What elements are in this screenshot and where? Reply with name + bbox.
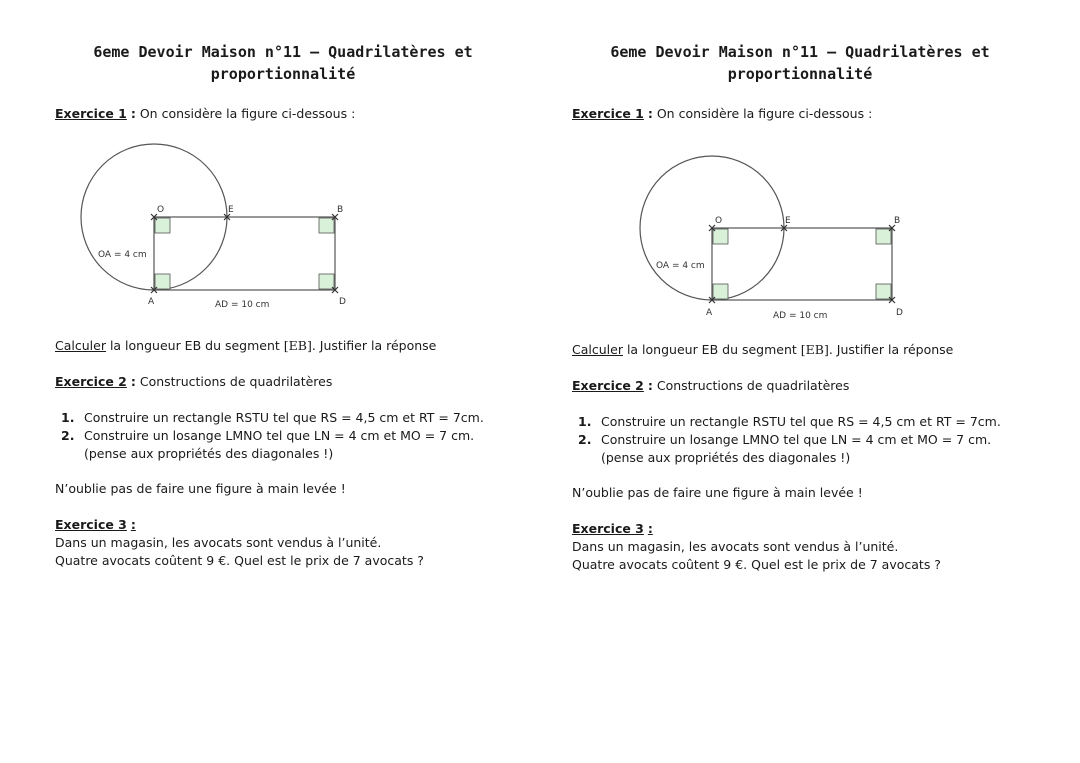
freehand-note: N’oublie pas de faire une figure à main levée ! [55, 481, 346, 496]
point-e-label: E [228, 205, 234, 215]
question-verb: Calculer [55, 338, 106, 353]
exercise-3-line-1: Dans un magasin, les avocats sont vendus à l’unité. [55, 535, 382, 550]
point-b-label: B [894, 216, 901, 226]
exercise-1-heading: Exercice 1 [572, 106, 644, 121]
exercise-1-question [572, 342, 953, 357]
exercise-1-intro: On considère la figure ci-dessous : [656, 106, 873, 121]
exercise-2-heading: Exercice 2 [572, 378, 644, 393]
exercise-3-sep: : [647, 521, 653, 536]
exercise-1-intro-line [572, 106, 872, 121]
exercise-1-sep: : [130, 106, 136, 121]
point-d-label: D [339, 297, 346, 307]
point-b-label: B [337, 205, 344, 215]
exercise-1-intro: On considère la figure ci-dessous : [139, 106, 356, 121]
exercise-2-heading: Exercice 2 [55, 374, 127, 389]
question-mid: la longueur EB du segment [109, 338, 280, 353]
item-2-number: 2. [578, 432, 592, 447]
exercise-2-intro: Constructions de quadrilatères [656, 378, 850, 393]
exercise-1-heading: Exercice 1 [55, 106, 127, 121]
geometry-figure [75, 142, 375, 314]
question-verb: Calculer [572, 342, 623, 357]
point-e-label: E [785, 216, 791, 226]
exercise-3-sep: : [130, 517, 136, 532]
exercise-2-intro-line [55, 374, 332, 389]
item-1-number: 1. [61, 410, 75, 425]
segment-notation: [EB] [800, 342, 829, 357]
item-2-text: Construire un losange LMNO tel que LN = 4 cm et MO = 7 cm. (pense aux propriétés des diagonales !) [84, 428, 475, 461]
length-label: AD = 10 cm [215, 300, 270, 310]
exercise-3-line-1: Dans un magasin, les avocats sont vendus à l’unité. [572, 539, 899, 554]
point-a-label: A [148, 297, 155, 307]
worksheet-copy-right [572, 0, 1062, 763]
question-mid: la longueur EB du segment [626, 342, 797, 357]
exercise-2-intro-line [572, 378, 849, 393]
question-end: . Justifier la réponse [828, 342, 954, 357]
exercise-1-sep: : [647, 106, 653, 121]
exercise-2-sep: : [130, 374, 136, 389]
exercise-3-heading-line [572, 521, 653, 536]
worksheet-title: 6eme Devoir Maison n°11 – Quadrilatères et proportionnalité [93, 43, 473, 83]
point-o-label: O [715, 216, 723, 226]
exercise-3-heading: Exercice 3 [55, 517, 127, 532]
item-2-number: 2. [61, 428, 75, 443]
point-o-label: O [157, 205, 165, 215]
exercise-3-line-2: Quatre avocats coûtent 9 €. Quel est le prix de 7 avocats ? [55, 553, 424, 568]
exercise-3-heading-line [55, 517, 136, 532]
item-2-text: Construire un losange LMNO tel que LN = 4 cm et MO = 7 cm. (pense aux propriétés des diagonales !) [601, 432, 992, 465]
exercise-2-sep: : [647, 378, 653, 393]
item-1-text: Construire un rectangle RSTU tel que RS = 4,5 cm et RT = 7cm. [601, 414, 1001, 429]
radius-label: OA = 4 cm [98, 250, 147, 260]
point-a-label: A [706, 308, 713, 318]
item-1-text: Construire un rectangle RSTU tel que RS = 4,5 cm et RT = 7cm. [84, 410, 484, 425]
worksheet-copy-left [55, 0, 545, 763]
segment-notation: [EB] [283, 338, 312, 353]
geometry-figure [638, 153, 938, 325]
item-1-number: 1. [578, 414, 592, 429]
radius-label: OA = 4 cm [656, 261, 705, 271]
freehand-note: N’oublie pas de faire une figure à main levée ! [572, 485, 863, 500]
point-d-label: D [896, 308, 903, 318]
exercise-3-heading: Exercice 3 [572, 521, 644, 536]
exercise-1-intro-line [55, 106, 355, 121]
length-label: AD = 10 cm [773, 311, 828, 321]
exercise-2-intro: Constructions de quadrilatères [139, 374, 333, 389]
exercise-3-line-2: Quatre avocats coûtent 9 €. Quel est le prix de 7 avocats ? [572, 557, 941, 572]
exercise-1-question [55, 338, 436, 353]
question-end: . Justifier la réponse [311, 338, 437, 353]
worksheet-title: 6eme Devoir Maison n°11 – Quadrilatères et proportionnalité [610, 43, 990, 83]
